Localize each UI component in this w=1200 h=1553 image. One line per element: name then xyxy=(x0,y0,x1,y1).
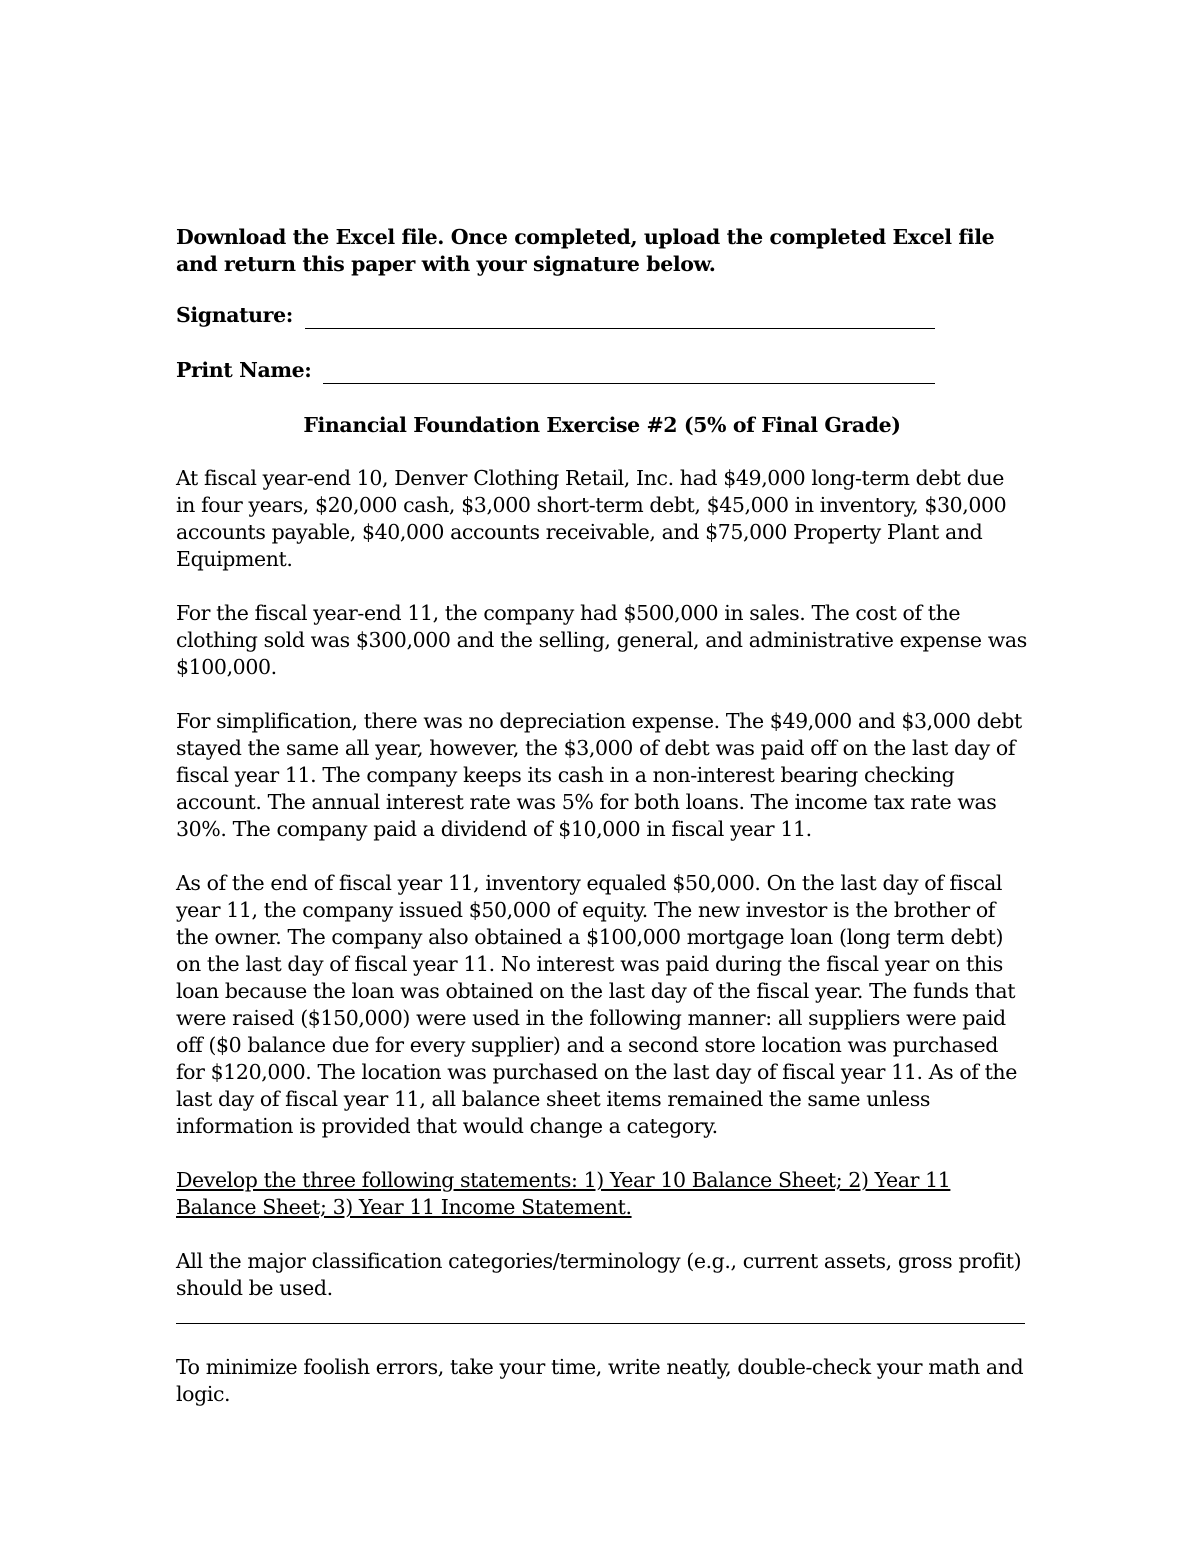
signature-line xyxy=(305,306,935,329)
signature-label: Signature: xyxy=(176,303,293,327)
signature-row xyxy=(176,302,1028,329)
paragraph-debt-and-interest: For simplification, there was no depreciation expense. The $49,000 and $3,000 debt stayed the same all year, however, the $3,000 of debt was paid off on the last day of fiscal year 11. The company keeps its cash in a non-interest bearing checking account. The annual interest rate was 5% for both loans. The income tax rate was 30%. The company paid a dividend of $10,000 in fiscal year 11. xyxy=(176,709,1022,841)
print-name-label: Print Name: xyxy=(176,358,312,382)
print-name-line xyxy=(323,361,935,384)
paragraph-classification-note: All the major classification categories/terminology (e.g., current assets, gross profit) should be used. xyxy=(176,1249,1022,1300)
print-name-row xyxy=(176,357,1028,384)
horizontal-divider xyxy=(176,1323,1025,1324)
paragraph-year-10-balances: At fiscal year-end 10, Denver Clothing Retail, Inc. had $49,000 long-term debt due in four years, $20,000 cash, $3,000 short-term debt, $45,000 in inventory, $30,000 accounts payable, $40,000 accounts receivable, and $75,000 Property Plant and Equipment. xyxy=(176,466,1007,571)
paragraph-closing-advice: To minimize foolish errors, take your time, write neatly, double-check your math and logic. xyxy=(176,1355,1024,1406)
instructions-text: Download the Excel file. Once completed, upload the completed Excel file and return this paper with your signature below. xyxy=(176,225,995,276)
paragraph-task-statement: Develop the three following statements: 1) Year 10 Balance Sheet; 2) Year 11 Balance Sheet; 3) Year 11 Income Statement. xyxy=(176,1168,951,1219)
paragraph-year-11-financing: As of the end of fiscal year 11, inventory equaled $50,000. On the last day of fiscal year 11, the company issued $50,000 of equity. The new investor is the brother of the owner. The company also obtained a $100,000 mortgage loan (long term debt) on the last day of fiscal year 11. No interest was paid during the fiscal year on this loan because the loan was obtained on the last day of the fiscal year. The funds that were raised ($150,000) were used in the following manner: all suppliers were paid off ($0 balance due for every supplier) and a second store location was purchased for $120,000. The location was purchased on the last day of fiscal year 11. As of the last day of fiscal year 11, all balance sheet items remained the same unless information is provided that would change a category. xyxy=(176,871,1017,1138)
paragraph-year-11-sales: For the fiscal year-end 11, the company had $500,000 in sales. The cost of the clothing sold was $300,000 and the selling, general, and administrative expense was $100,000. xyxy=(176,601,1027,679)
exercise-title: Financial Foundation Exercise #2 (5% of Final Grade) xyxy=(303,413,901,437)
document-content xyxy=(176,224,1028,1435)
